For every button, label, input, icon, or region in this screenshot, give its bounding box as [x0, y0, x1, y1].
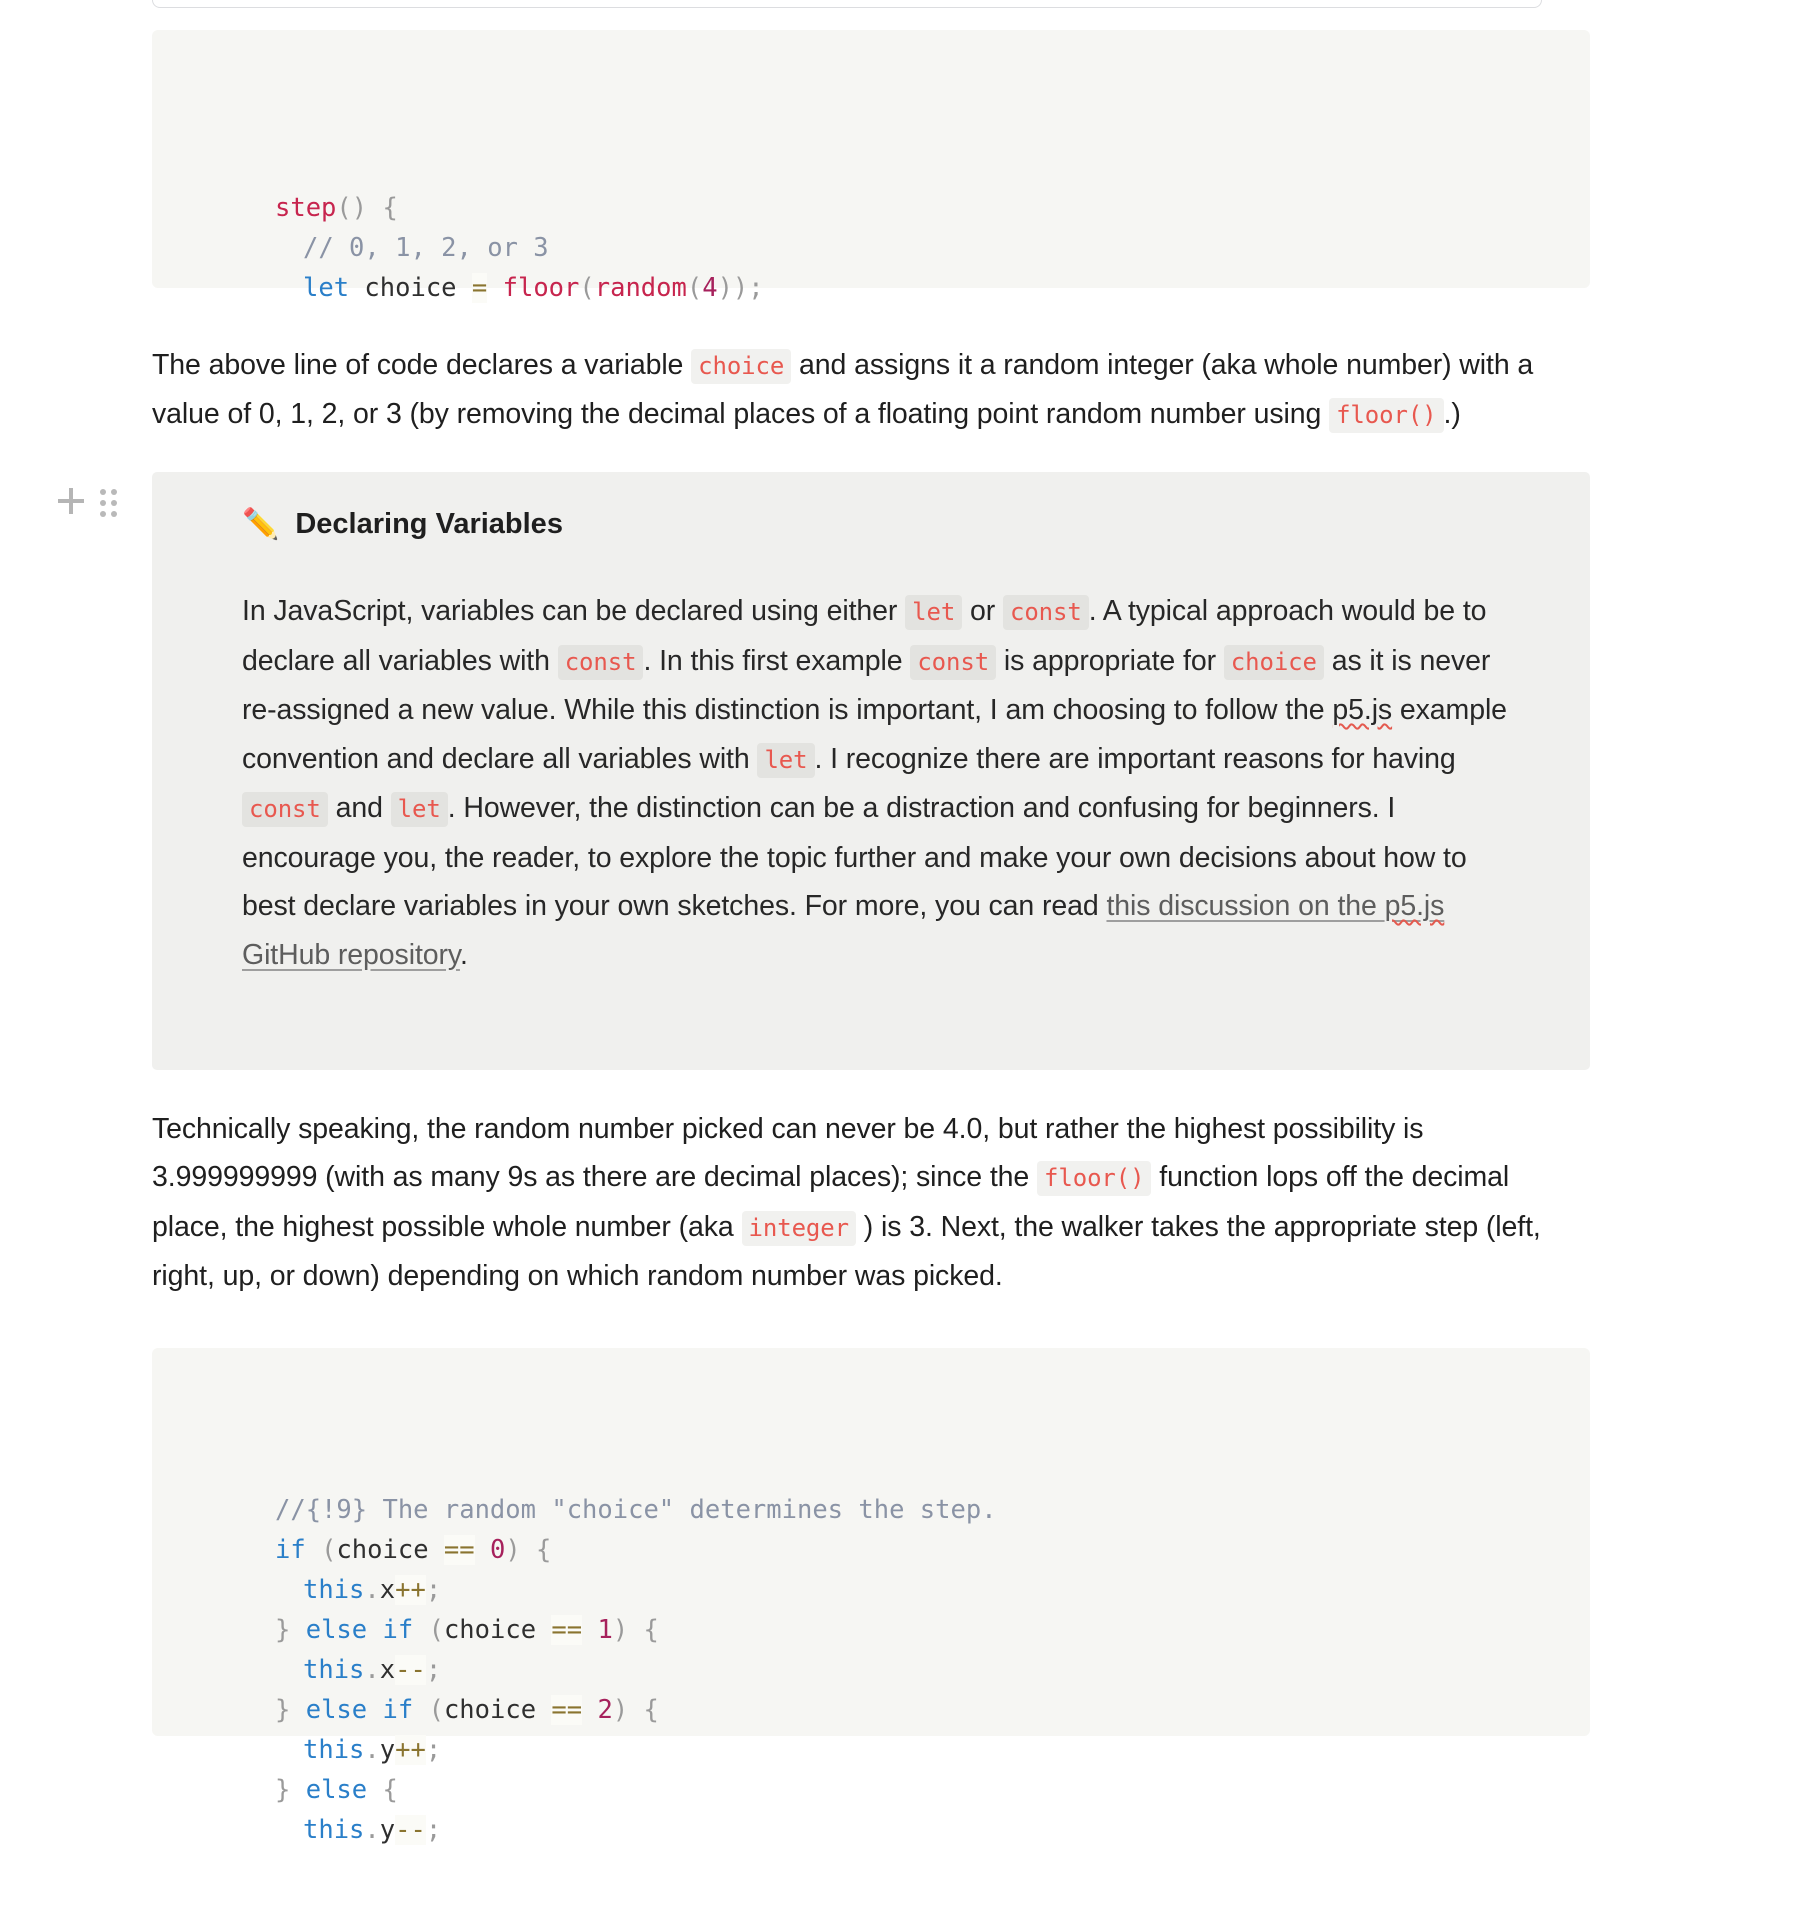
code-block-choice-conditional[interactable] [152, 1348, 1590, 1845]
code-line [275, 1570, 1590, 1610]
code-token-punct: } [275, 1615, 291, 1645]
inline-code: let [905, 595, 962, 630]
inline-code: floor() [1037, 1161, 1151, 1196]
code-token-number: 4 [702, 273, 718, 303]
code-token-keyword: this [303, 1735, 365, 1765]
code-token-keyword: if [382, 1615, 414, 1645]
code-token-keyword: if [275, 1535, 306, 1565]
inline-code: let [757, 743, 814, 778]
inline-code: let [391, 792, 448, 827]
code-token-punct: . [364, 1815, 380, 1845]
code-token-punct: ; [425, 1655, 442, 1685]
code-token-operator: == [551, 1695, 583, 1725]
code-token-punct: . [364, 1735, 380, 1765]
code-token-punct: ( [686, 273, 703, 303]
code-token-operator: == [443, 1535, 475, 1565]
add-block-icon[interactable] [58, 488, 84, 514]
inline-code: choice [691, 349, 791, 384]
paragraph-floor-explanation: Technically speaking, the random number picked can never be 4.0, but rather the highest possibility is 3.999999999 (with as many 9s as there are decimal places); since the floor() function lops off the decimal place, the highest possible whole number (aka integer ) is 3. Next, the walker takes the appropriate step (left, right, up, or down) depending on which random number was picked. [152, 1112, 1541, 1292]
code-block-step-function[interactable] [152, 30, 1590, 303]
code-token-punct: ( [413, 1695, 444, 1725]
pencil-emoji: ✏️ [242, 507, 280, 541]
code-line [275, 1610, 1590, 1650]
inline-code: const [242, 792, 328, 827]
code-token-plain: choice [336, 1535, 444, 1565]
inline-code: const [910, 645, 996, 680]
code-token-operator: ++ [395, 1575, 426, 1605]
code-token-operator: ++ [395, 1735, 426, 1765]
callout-title [242, 508, 1520, 541]
code-token-keyword: if [382, 1695, 414, 1725]
code-token-punct: ) { [505, 1535, 552, 1565]
code-token-punct: . [364, 1575, 380, 1605]
spellcheck-underline: p5.js [1384, 890, 1445, 922]
code-token-plain [367, 1615, 382, 1645]
code-line [275, 1490, 1590, 1530]
code-token-punct: ) { [612, 1615, 659, 1645]
callout-declaring-variables[interactable] [152, 472, 1590, 1070]
code-block-bottom-content [152, 1490, 1590, 1850]
code-token-plain [290, 1775, 305, 1805]
code-line [275, 1530, 1590, 1570]
code-token-punct: } [275, 1695, 291, 1725]
previous-block-partial [152, 0, 1542, 8]
code-token-plain [290, 1615, 305, 1645]
code-token-punct: { [367, 1775, 398, 1805]
code-token-plain: choice [349, 273, 472, 303]
spellcheck-underline: p5.js [1332, 694, 1393, 726]
code-token-number: 0 [489, 1535, 506, 1565]
drag-dot [100, 489, 106, 495]
inline-code: choice [1224, 645, 1324, 680]
code-token-punct: ; [425, 1815, 442, 1845]
code-token-comment: // 0, 1, 2, or 3 [303, 233, 549, 263]
code-block-top-content [152, 188, 1590, 308]
code-token-function: random [594, 273, 687, 303]
code-token-plain [290, 1695, 305, 1725]
code-line [275, 1650, 1590, 1690]
code-token-punct: ; [425, 1735, 442, 1765]
code-token-operator: = [471, 273, 488, 303]
inline-code: const [558, 645, 644, 680]
callout-title-text: Declaring Variables [295, 508, 563, 540]
code-token-plain: y [379, 1815, 396, 1845]
code-token-punct: ( [305, 1535, 337, 1565]
code-token-comment: //{!9} The random "choice" determines the step. [275, 1495, 997, 1525]
code-token-plain: choice [443, 1695, 552, 1725]
code-token-operator: -- [395, 1655, 426, 1685]
drag-dot [111, 500, 117, 506]
drag-dot [100, 500, 106, 506]
code-token-function: step [275, 193, 337, 223]
code-token-keyword: else [305, 1775, 368, 1805]
code-token-function: floor [502, 273, 580, 303]
code-token-keyword: this [303, 1655, 365, 1685]
drag-handle-icon[interactable] [100, 489, 116, 513]
code-token-keyword: else [305, 1695, 368, 1725]
inline-code: const [1003, 595, 1089, 630]
inline-code: integer [742, 1211, 856, 1246]
code-token-plain: choice [443, 1615, 552, 1645]
callout-body: In JavaScript, variables can be declared using either let or const . A typical approach would be to declare all variables with const . In this first example const is appropriate for choice as it is never re-assigned a new value. While this distinction is important, I am choosing to follow the p5.js example convention and declare all variables with let . I recognize there are important reasons for having const and let . However, the distinction can be a distraction and confusing for beginners. I encourage you, the reader, to explore the topic further and make your own decisions about how to best declare variables in your own sketches. For more, you can read this discussion on the p5.js GitHub repository. [242, 595, 1507, 971]
code-line [275, 1730, 1590, 1770]
code-token-punct: ; [425, 1575, 442, 1605]
code-line [275, 1690, 1590, 1730]
code-token-punct: } [275, 1775, 291, 1805]
code-line [275, 1810, 1590, 1850]
external-link[interactable]: this discussion on the p5.js GitHub repository [242, 890, 1445, 971]
code-token-punct: ) { [612, 1695, 659, 1725]
code-token-plain [582, 1615, 597, 1645]
code-token-plain: y [379, 1735, 396, 1765]
code-token-punct: ( [413, 1615, 444, 1645]
code-token-operator: -- [395, 1815, 426, 1845]
code-token-keyword: this [303, 1815, 365, 1845]
inline-code: floor() [1329, 398, 1443, 433]
code-line [275, 268, 1590, 308]
code-token-plain [487, 273, 502, 303]
code-token-plain [475, 1535, 490, 1565]
code-line [275, 1770, 1590, 1810]
block-handles [58, 488, 116, 514]
code-token-keyword: this [303, 1575, 365, 1605]
drag-dot [111, 489, 117, 495]
code-token-punct: () { [336, 193, 398, 223]
code-token-plain [367, 1695, 382, 1725]
code-line [275, 188, 1590, 228]
code-token-punct: ( [579, 273, 595, 303]
code-token-plain: x [379, 1655, 396, 1685]
code-line [275, 228, 1590, 268]
code-token-keyword: let [303, 273, 350, 303]
code-token-number: 1 [597, 1615, 613, 1645]
code-token-plain: x [379, 1575, 396, 1605]
code-token-keyword: else [305, 1615, 368, 1645]
code-token-plain [582, 1695, 597, 1725]
code-token-punct: . [364, 1655, 380, 1685]
paragraph-choice-explanation: The above line of code declares a variable choice and assigns it a random integer (aka whole number) with a value of 0, 1, 2, or 3 (by removing the decimal places of a floating point random number using floor() .) [152, 341, 1572, 440]
code-token-operator: == [551, 1615, 583, 1645]
code-token-number: 2 [597, 1695, 613, 1725]
drag-dot [100, 511, 106, 517]
code-token-punct: )); [717, 273, 764, 303]
drag-dot [111, 511, 117, 517]
